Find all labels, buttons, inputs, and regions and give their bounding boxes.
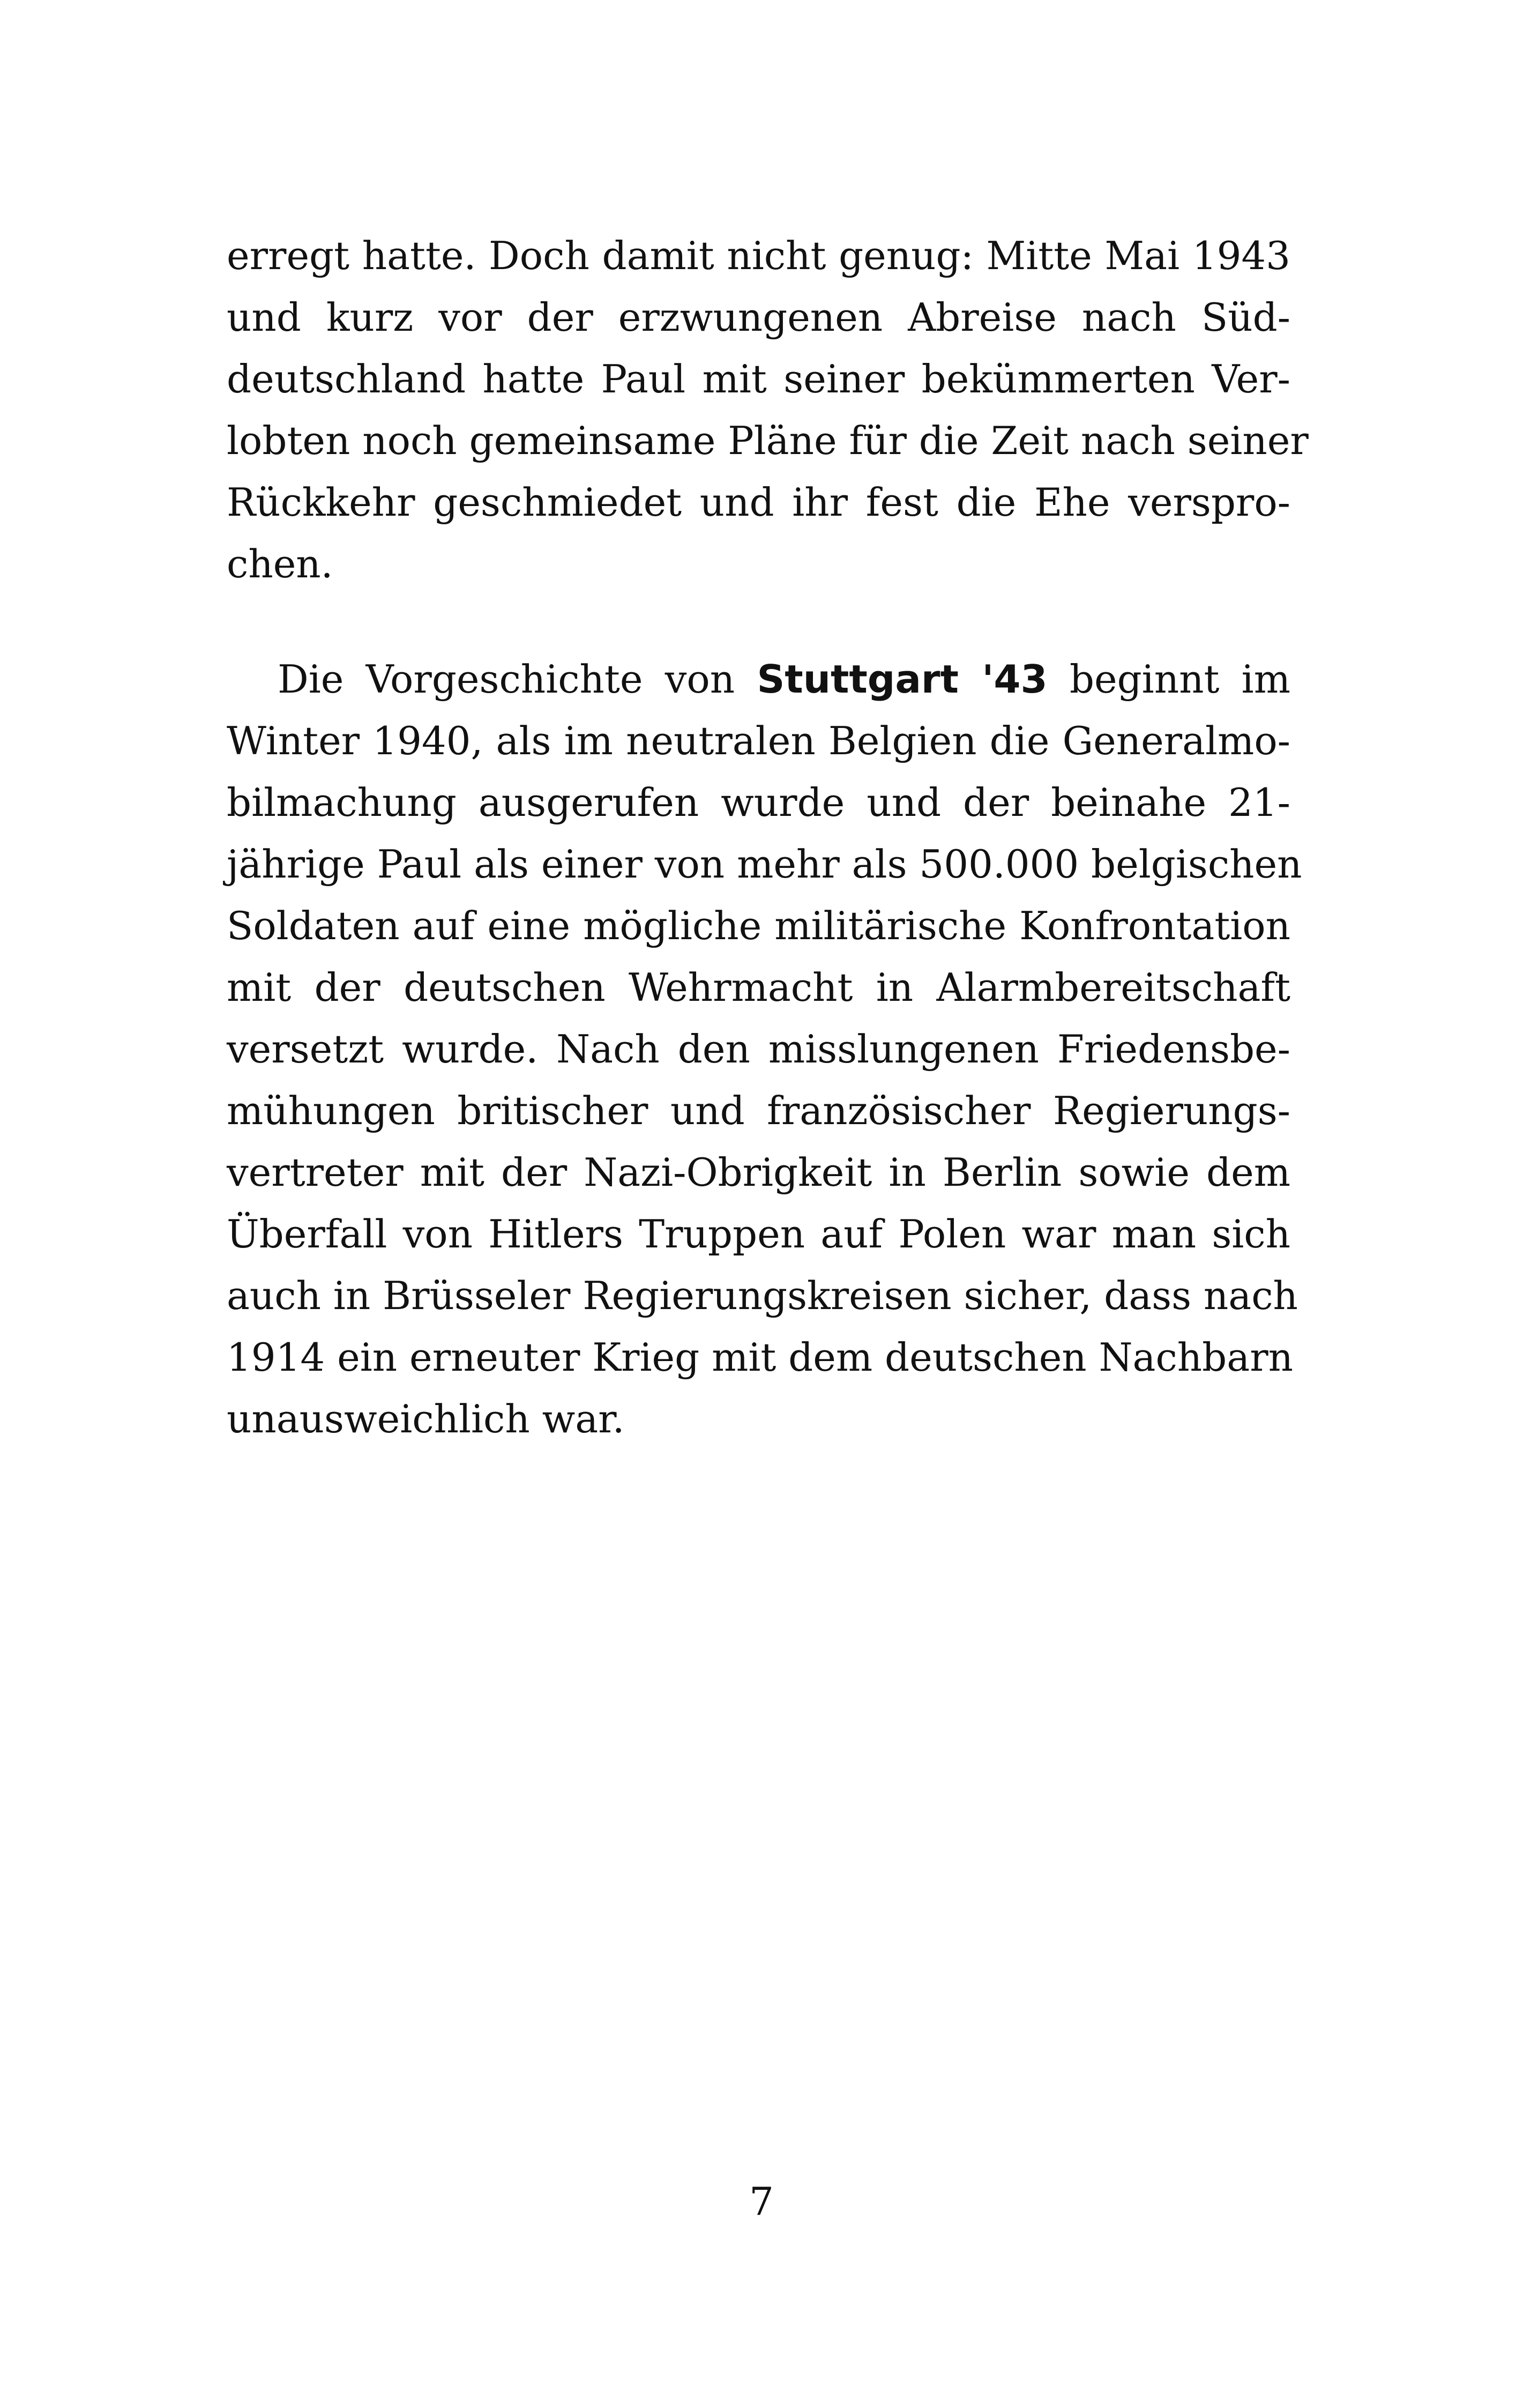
book-title: Stuttgart '43 <box>757 657 1048 702</box>
text-line: lobten noch gemeinsame Pläne für die Zeit nach seiner <box>227 418 1309 463</box>
text-line: Überfall von Hitlers Truppen auf Polen war man sich <box>227 1212 1290 1257</box>
text-line: auch in Brüsseler Regierungskreisen sicher, dass nach <box>227 1273 1298 1318</box>
paragraph-2 <box>227 649 1302 1450</box>
page-number: 7 <box>749 2179 774 2224</box>
text-line: Winter 1940, als im neutralen Belgien die Generalmo- <box>227 718 1290 763</box>
text-run: beginnt im <box>1047 657 1290 702</box>
text-line: und kurz vor der erzwungenen Abreise nach Süd- <box>227 295 1290 340</box>
text-line: Soldaten auf eine mögliche militärische Konfrontation <box>227 903 1290 948</box>
text-line: jährige Paul als einer von mehr als 500.000 belgischen <box>227 842 1302 887</box>
text-line: Rückkehr geschmiedet und ihr fest die Ehe verspro- <box>227 480 1290 525</box>
text-line: vertreter mit der Nazi-Obrigkeit in Berlin sowie dem <box>227 1150 1290 1195</box>
text-line: deutschland hatte Paul mit seiner bekümmerten Ver- <box>227 356 1290 402</box>
text-line: mühungen britischer und französischer Regierungs- <box>227 1088 1290 1133</box>
text-line: erregt hatte. Doch damit nicht genug: Mitte Mai 1943 <box>227 233 1290 278</box>
text-line: mit der deutschen Wehrmacht in Alarmbereitschaft <box>227 965 1290 1010</box>
paragraph-1 <box>227 225 1309 595</box>
text-line: 1914 ein erneuter Krieg mit dem deutschen Nachbarn <box>227 1335 1293 1380</box>
text-line: versetzt wurde. Nach den misslungenen Friedensbe- <box>227 1027 1290 1072</box>
text-line-first <box>227 649 1290 710</box>
text-run: Die Vorgeschichte von <box>278 657 757 702</box>
text-line: unausweichlich war. <box>227 1396 625 1441</box>
text-line: bilmachung ausgerufen wurde und der beinahe 21- <box>227 780 1290 825</box>
text-line: chen. <box>227 541 333 586</box>
